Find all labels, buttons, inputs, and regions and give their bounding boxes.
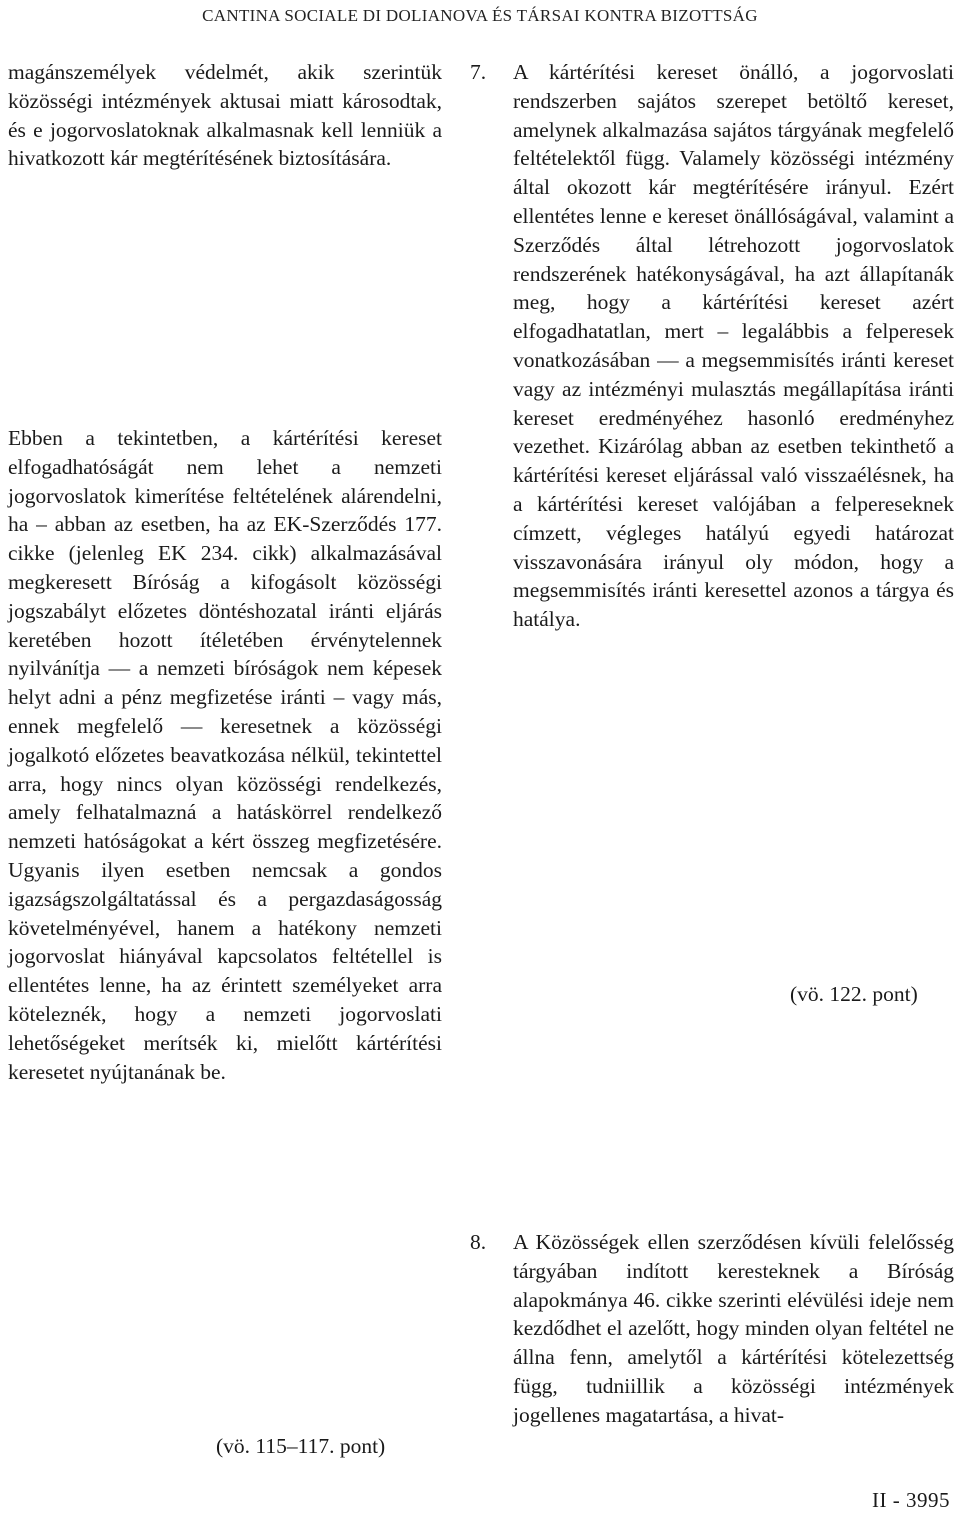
left-paragraph-2: Ebben a tekintetben, a kártérítési kereset elfogadhatóságát nem lehet a nemzeti jogorvoslatok kimerítése feltételének alárendelni, ha – abban az esetben, ha az EK-Szerződés 177. cikke (jelenleg EK 234. cikk) alkalmazásával megkeresett Bíróság a kifogásolt közösségi jogszabályt előzetes döntéshozatal iránti eljárás keretében hozott ítéletében érvénytelennek nyilvánítja — a nemzeti bíróságok nem képesek helyt adni a pénz megfizetése iránti – vagy más, ennek megfelelő — keresetnek a közösségi jogalkotó előzetes beavatkozása nélkül, tekintettel arra, hogy nincs olyan közösségi rendelkezés, amely felhatalmazná a hatáskörrel rendelkező nemzeti hatóságokat a kért összeg megfizetésére. Ugyanis ilyen esetben nemcsak a gondos igazságszolgáltatással és a pergazdaságosság követelményével, hanem a hatékony nemzeti jogorvoslat hiányával kapcsolatos feltétellel is ellentétes lenne, ha az érintett személyeket arra köteleznék, hogy a nemzeti jogorvoslati lehetőségeket merítsék ki, mielőtt kártérítési keresetet nyújtanának be.: [8, 426, 442, 1084]
item-7-reference: (vö. 122. pont): [790, 982, 918, 1006]
item-8-number: 8.: [470, 1230, 487, 1254]
running-header: CANTINA SOCIALE DI DOLIANOVA ÉS TÁRSAI KONTRA BIZOTTSÁG: [202, 6, 758, 25]
left-paragraph-1: magánszemélyek védelmét, akik szerintük közösségi intézmények aktusai miatt károsodtak, és e jogorvoslatoknak alkalmasnak kell lenniük a hivatkozott kár megtérítésének biztosítására.: [8, 60, 442, 171]
item-8-text: A Közösségek ellen szerződésen kívüli felelősség tárgyában indított keresteknek a Bíróság alapokmánya 46. cikke szerinti elévülési ideje nem kezdődhet el azelőtt, hogy minden olyan feltétel ne állna fenn, amelytől a kártérítési kötelezettség függ, tudniillik a közösségi intézmények jogellenes magatartása, a hivat-: [513, 1230, 954, 1427]
page-number: II - 3995: [872, 1488, 950, 1512]
left-reference: (vö. 115–117. pont): [216, 1434, 386, 1458]
item-7-text: A kártérítési kereset önálló, a jogorvoslati rendszerben sajátos szerepet betöltő kereset, amelynek alkalmazása sajátos tárgyának megfelelő feltételektől függ. Valamely közösségi intézmény által okozott kár megtérítésére irányul. Ezért ellentétes lenne e kereset önállóságával, valamint a Szerződés által létrehozott jogorvoslatok rendszerének hatékonyságával, ha azt állapítanák meg, hogy a kártérítési kereset azért elfogadhatatlan, mert – legalábbis a felperesek vonatkozásában — a megsemmisítés iránti kereset vagy az intézményi mulasztás megállapítása iránti kereset eredményéhez hasonló eredményhez vezethet. Kizárólag abban az esetben tekinthető a kártérítési kereset eljárással való visszaélésnek, ha a kártérítési kereset valójában a felpereseknek címzett, végleges hatályú egyedi határozat visszavonására irányul oly módon, hogy a megsemmisítés iránti keresettel azonos a tárgya és hatálya.: [513, 60, 954, 632]
item-7-number: 7.: [470, 60, 487, 84]
